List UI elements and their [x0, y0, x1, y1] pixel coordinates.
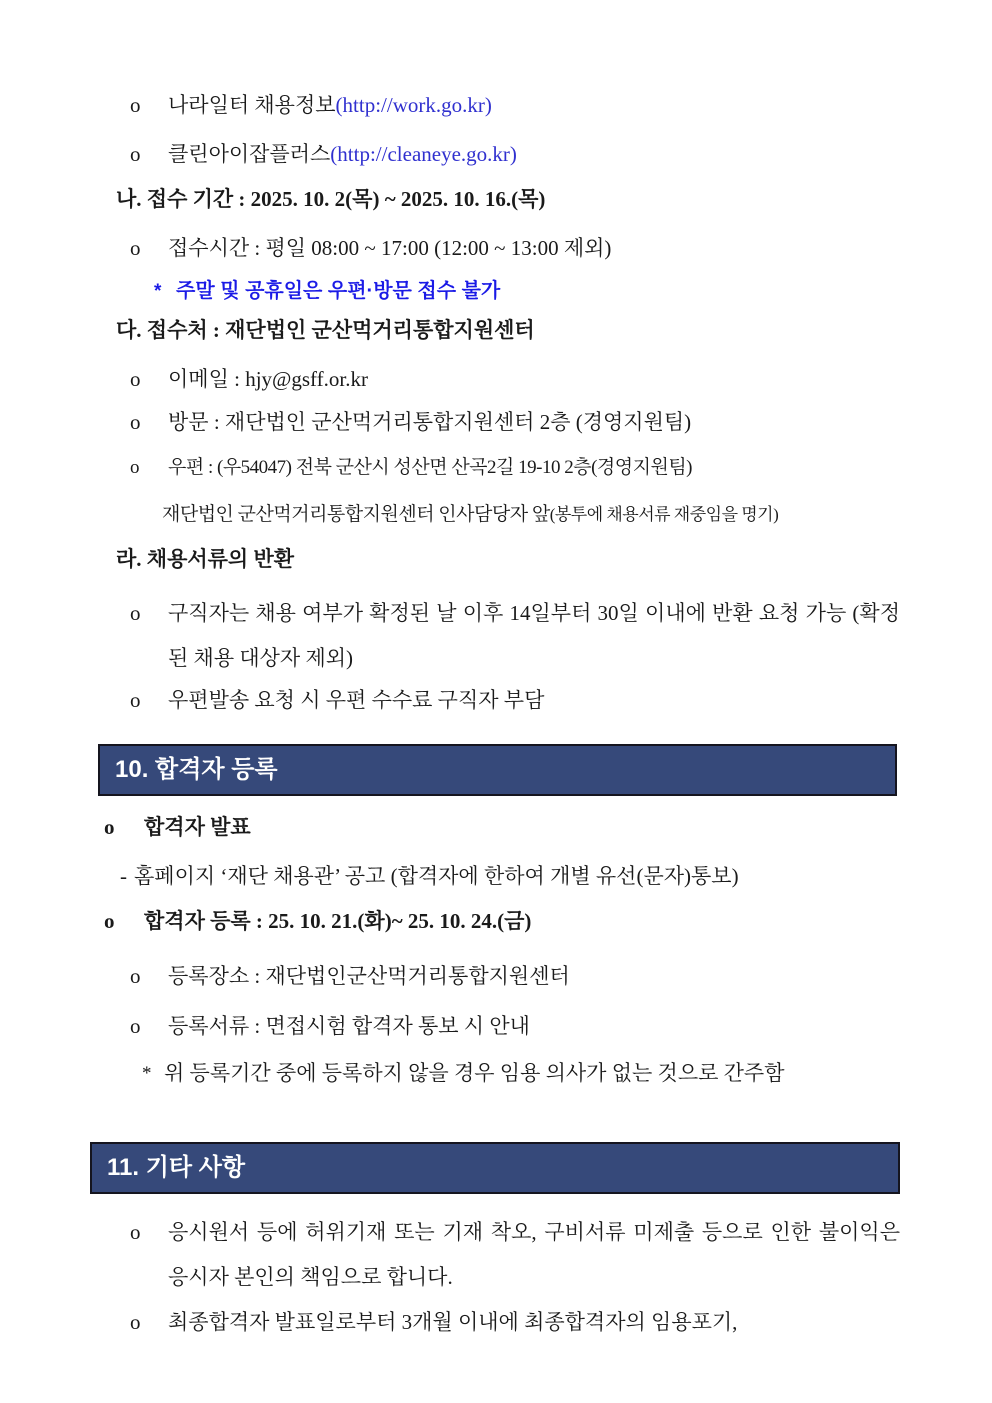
job-site-item-cleaneye: [90, 141, 900, 168]
section-11-header: [90, 1142, 900, 1194]
period-heading: 나. 접수 기간 : 2025. 10. 2(목) ~ 2025. 10. 16.(목): [116, 187, 546, 211]
bullet-marker: o: [130, 410, 141, 434]
bullet-marker: o: [130, 601, 141, 625]
return-paragraph: o 구직자는 채용 여부가 확정된 날 이후 14일부터 30일 이내에 반환 요청 가능 (확정된 채용 대상자 제외): [90, 591, 900, 681]
section-11-title: 11. 기타 사항: [107, 1154, 246, 1181]
bullet-marker: o: [130, 964, 141, 988]
dash-marker: -: [120, 864, 127, 888]
bullet-marker: o: [130, 367, 141, 391]
cleaneye-go-kr-link[interactable]: (http://cleaneye.go.kr): [330, 142, 517, 166]
other-item-1: o 응시원서 등에 허위기재 또는 기재 착오, 구비서류 미제출 등으로 인한 불이익은 응시자 본인의 책임으로 합니다.: [90, 1210, 900, 1300]
office-heading: 다. 접수처 : 재단법인 군산먹거리통합지원센터: [116, 318, 535, 342]
job-site-label: 클린아이잡플러스: [168, 142, 331, 166]
bullet-marker: o: [130, 1310, 141, 1334]
bullet-marker: o: [130, 93, 141, 117]
mail-line: o 우편 : (우54047) 전북 군산시 성산면 산곡2길 19-10 2층(경영지원팀): [90, 454, 900, 481]
bullet-marker: o: [130, 142, 141, 166]
asterisk-marker: *: [154, 281, 162, 302]
mail-recipient: 재단법인 군산먹거리통합지원센터 인사담당자 앞: [162, 504, 550, 525]
postal-fee-line: o 우편발송 요청 시 우편 수수료 구직자 부담: [130, 688, 545, 712]
section-10-title: 10. 합격자 등록: [115, 756, 278, 783]
other-item-2: o 최종합격자 발표일로부터 3개월 이내에 최종합격자의 임용포기,: [90, 1300, 900, 1345]
mail-recipient-note: (봉투에 채용서류 재중임을 명기): [549, 505, 779, 524]
announce-heading-line: o 합격자 발표: [104, 815, 251, 839]
register-note-line: * 위 등록기간 중에 등록하지 않을 경우 임용 의사가 없는 것으로 간주함: [142, 1061, 785, 1085]
mail-recipient-line: [90, 501, 900, 528]
job-site-text: [168, 92, 900, 119]
section-10-header: [98, 744, 897, 796]
bullet-marker: o: [130, 688, 141, 712]
announce-detail-line: - 홈페이지 ‘재단 채용관’ 공고 (합격자에 한하여 개별 유선(문자)통보): [120, 864, 739, 888]
bullet-marker: o: [104, 909, 115, 933]
bullet-marker: o: [130, 1014, 141, 1038]
job-site-item-naraillteo: [90, 92, 900, 119]
work-go-kr-link[interactable]: (http://work.go.kr): [335, 93, 492, 117]
visit-line: o 방문 : 재단법인 군산먹거리통합지원센터 2층 (경영지원팀): [130, 410, 692, 434]
job-site-text: [168, 141, 900, 168]
bullet-marker: o: [130, 236, 141, 260]
email-line: o 이메일 : hjy@gsff.or.kr: [130, 367, 368, 391]
asterisk-marker: *: [142, 1063, 152, 1084]
bullet-marker: o: [104, 815, 115, 839]
bullet-marker: o: [130, 1220, 141, 1244]
register-place-line: o 등록장소 : 재단법인군산먹거리통합지원센터: [130, 964, 570, 988]
return-heading: 라. 채용서류의 반환: [116, 547, 295, 571]
register-heading-line: o 합격자 등록 : 25. 10. 21.(화)~ 25. 10. 24.(금): [104, 909, 532, 933]
job-site-label: 나라일터 채용정보: [168, 93, 336, 117]
reception-time-line: o 접수시간 : 평일 08:00 ~ 17:00 (12:00 ~ 13:00 제외): [130, 236, 612, 260]
weekend-note: * 주말 및 공휴일은 우편·방문 접수 불가: [90, 278, 900, 305]
register-docs-line: o 등록서류 : 면접시험 합격자 통보 시 안내: [130, 1014, 530, 1038]
bullet-marker: o: [130, 457, 139, 478]
